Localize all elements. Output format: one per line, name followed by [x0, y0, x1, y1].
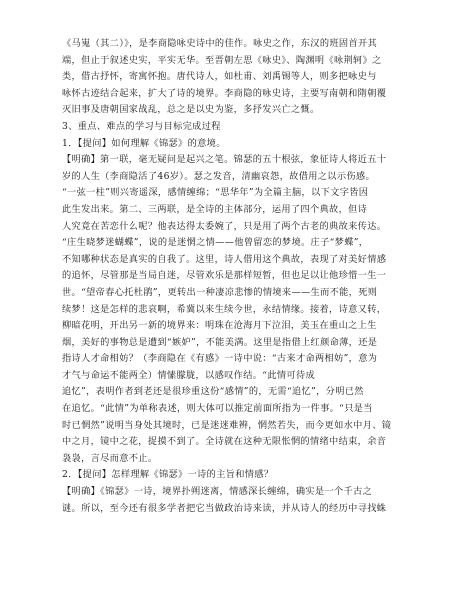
text-line: 类，借古抒怀，寄寓怀抱。唐代诗人，如杜甫、刘禹锡等人，则多把咏史与 — [62, 71, 377, 83]
text-line: 时已惘然”说明当身处其境时，已是迷迷难辨，惘然若失，而今更如水中月、镜 — [62, 419, 392, 431]
text-line: 在追忆。“此情”为单称表述，则大体可以推定前面所指为一件事。“只是当 — [62, 403, 373, 415]
text-line: 端，但止于叙述史实，平实无华。至晋朝左思《咏史》、陶渊明《咏荆轲》之 — [62, 54, 382, 66]
text-line: 的追怀，尽管那是当局自迷，尽管欢乐是那样短暂，但也足以让他珍惜一生一 — [62, 270, 387, 282]
text-line: “一弦一柱”则兴寄遥深，感情缠绵；“思华年”为全篇主脑，以下文字皆因 — [62, 187, 369, 199]
text-line: 【明确】《锦瑟》一诗，境界扑朔迷离，情感深长缠绵，确实是一个千古之 — [62, 486, 373, 498]
question-heading: 2．【提问】怎样理解《锦瑟》一诗的主旨和情感？ — [62, 469, 274, 481]
text-line: 袅袅，言尽而意不止。 — [62, 452, 158, 464]
question-heading: 1．【提问】如何理解《锦瑟》的意境。 — [62, 137, 226, 149]
text-line: 【明确】第一联，毫无疑问是起兴之笔。锦瑟的五十根弦，象征诗人将近五十 — [62, 154, 387, 166]
text-line: 才气与命运不能两全）情愫朦胧，以感叹作结。“此情可待成 — [62, 369, 316, 381]
text-line: 柳暗花明，开出另一新的境界来：明珠在沧海月下泣泪，美玉在重山之上生 — [62, 320, 377, 332]
text-line: 指诗人才命相妨？（李商隐在《有感》一诗中说：“古来才命两相妨”，意为 — [62, 353, 378, 365]
text-line: 灭旧事及唐朝国家战乱，总之是以史为鉴，多抒发兴亡之慨。 — [62, 104, 320, 116]
text-line: 人究竟在苦恋什么呢？他表达得太委婉了，只是用了两个古老的典故来传达。 — [62, 220, 387, 232]
text-line: 此生发出来。第二、三两联，是全诗的主体部分，运用了四个典故，但诗 — [62, 203, 368, 215]
text-line: 追忆”，表明作者到老还是很珍重这份“感情”的，无需“追忆”，分明已然 — [62, 386, 364, 398]
section-heading: 3、重点、难点的学习与目标完成过程 — [62, 120, 221, 132]
text-line: 中之月，镜中之花，捉摸不到了。全诗就在这种无限怅惘的情绪中结束，余音 — [62, 436, 387, 448]
text-line: “庄生晓梦迷蝴蝶”，说的是迷惘之情——他曾留恋的梦境。庄子“梦蝶”， — [62, 237, 369, 249]
text-line: 续梦！这是怎样的悲哀啊，希冀以来生续今世，永结情缘。接着，诗意又转， — [62, 303, 387, 315]
text-line: 谜。所以，至今还有很多学者把它当做政治诗来读，并从诗人的经历中寻找蛛 — [62, 502, 387, 514]
text-line: 岁的人生（李商隐活了46岁）。瑟之发音，清幽哀怨，故借用之以示伤感。 — [62, 170, 375, 182]
text-line: 世。“望帝春心托杜鹃”，更转出一种凄凉悲惨的情境来——生而不能，死则 — [62, 286, 378, 298]
text-line: 咏怀古迹结合起来，扩大了诗的境界。李商隐的咏史诗，主要写南朝和隋朝覆 — [62, 87, 387, 99]
text-line: 《马嵬（其二）》，是李商隐咏史诗中的佳作。咏史之作，东汉的班固首开其 — [62, 38, 378, 49]
text-line: 不知哪种状态是真实的自我了。这里，诗人借用这个典故，表现了对美好情感 — [62, 253, 387, 265]
text-line: 烟，美好的事物总是遭到“嫉妒”，不能美满。这里是指借上红颜命薄，还是 — [62, 336, 378, 348]
document-body — [62, 36, 414, 517]
